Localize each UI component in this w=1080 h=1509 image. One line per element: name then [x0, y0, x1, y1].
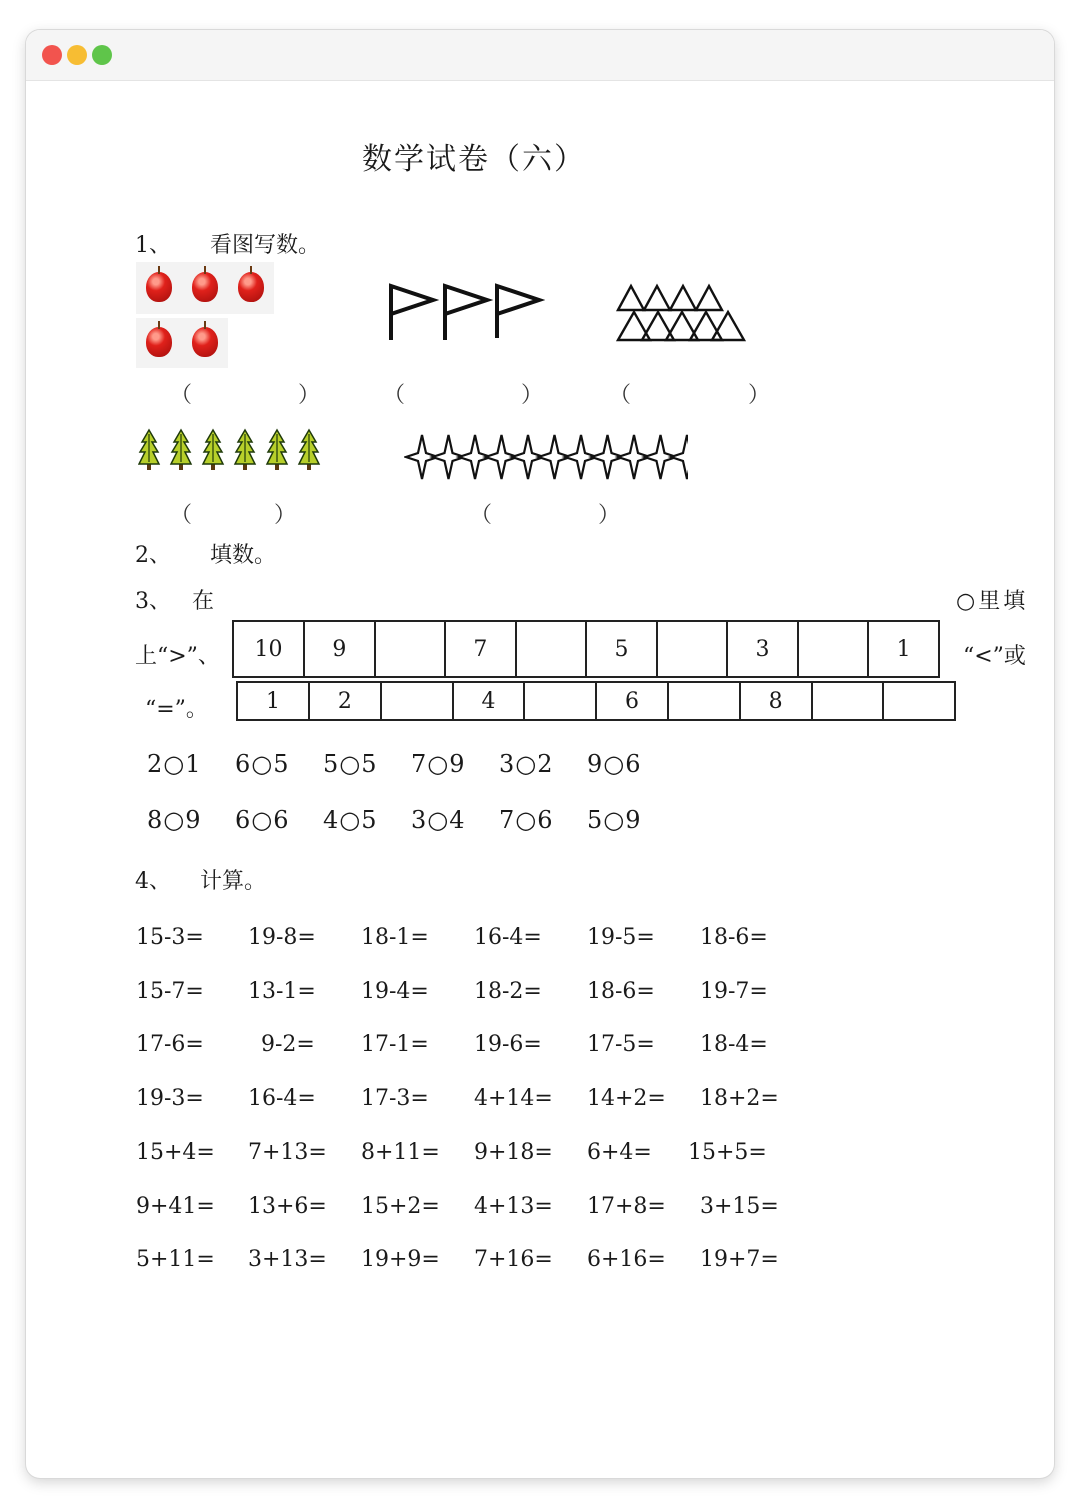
- calc-problem[interactable]: 4+13=: [474, 1194, 553, 1219]
- comparison-item[interactable]: 9○6: [587, 750, 642, 778]
- q3-number: 3、: [135, 589, 171, 614]
- sequence-cell[interactable]: 4: [453, 682, 525, 720]
- star-icon: [671, 435, 688, 479]
- sequence-cell[interactable]: 8: [740, 682, 812, 720]
- calc-problem[interactable]: 6+4=: [587, 1140, 652, 1165]
- sequence-cell[interactable]: 10: [233, 621, 304, 677]
- answer-paren-right: ）: [748, 383, 771, 408]
- maximize-window-button[interactable]: [92, 45, 112, 65]
- tree-icon: [171, 430, 191, 470]
- triangle-icon: [644, 286, 670, 310]
- sequence-cell[interactable]: [798, 621, 868, 677]
- calc-problem[interactable]: 6+16=: [587, 1247, 666, 1272]
- stars-picture: [404, 432, 688, 482]
- calc-problem[interactable]: 19-8=: [248, 925, 316, 950]
- calc-problem[interactable]: 18-2=: [474, 979, 542, 1004]
- calc-problem[interactable]: 4+14=: [474, 1086, 553, 1111]
- answer-paren-right: ）: [521, 383, 544, 408]
- calc-problem[interactable]: 19-3=: [136, 1086, 204, 1111]
- answer-paren-left: （: [170, 503, 193, 528]
- q3-text-greater: 上“>”、: [135, 644, 220, 669]
- calc-problem[interactable]: 15+5=: [688, 1140, 767, 1165]
- triangle-icon: [696, 286, 722, 310]
- sequence-cell[interactable]: [524, 682, 596, 720]
- sequence-table-descending: [232, 620, 940, 678]
- calc-problem[interactable]: 19+9=: [361, 1247, 440, 1272]
- window-titlebar: [26, 30, 1054, 81]
- calc-problem[interactable]: 18-1=: [361, 925, 429, 950]
- q3-text-zai: 在: [192, 589, 215, 614]
- sequence-cell[interactable]: 9: [304, 621, 375, 677]
- calc-problem[interactable]: 19-7=: [700, 979, 768, 1004]
- calc-problem[interactable]: 16-4=: [474, 925, 542, 950]
- calc-problem[interactable]: 19-6=: [474, 1032, 542, 1057]
- sequence-cell[interactable]: 3: [727, 621, 798, 677]
- answer-paren-left: （: [609, 383, 632, 408]
- calc-problem[interactable]: 13-1=: [248, 979, 316, 1004]
- calc-problem[interactable]: 19-5=: [587, 925, 655, 950]
- comparison-item[interactable]: 5○5: [323, 750, 378, 778]
- q1-instruction: 看图写数。: [210, 233, 321, 258]
- tree-icon: [267, 430, 287, 470]
- calc-problem[interactable]: 15+2=: [361, 1194, 440, 1219]
- calc-problem[interactable]: 13+6=: [248, 1194, 327, 1219]
- calc-problem[interactable]: 19+7=: [700, 1247, 779, 1272]
- triangles-picture: [614, 282, 748, 344]
- triangle-icon: [618, 286, 644, 310]
- q4-instruction: 计算。: [200, 869, 267, 894]
- q2-instruction: 填数。: [210, 543, 277, 568]
- tree-icon: [299, 430, 319, 470]
- sequence-table-ascending: [236, 681, 956, 721]
- tree-icon: [235, 430, 255, 470]
- calc-problem[interactable]: 15-3=: [136, 925, 204, 950]
- calc-problem[interactable]: 9-2=: [261, 1032, 315, 1057]
- flags-picture: [385, 280, 545, 344]
- sequence-cell[interactable]: [657, 621, 727, 677]
- sequence-cell[interactable]: [375, 621, 445, 677]
- q2-number: 2、: [135, 543, 171, 568]
- calc-problem[interactable]: 7+16=: [474, 1247, 553, 1272]
- sequence-cell[interactable]: [381, 682, 453, 720]
- calc-problem[interactable]: 18-6=: [700, 925, 768, 950]
- calc-problem[interactable]: 17-1=: [361, 1032, 429, 1057]
- sequence-cell[interactable]: [516, 621, 586, 677]
- q3-text-less: “<”或: [963, 644, 1026, 669]
- comparison-item[interactable]: 4○5: [323, 806, 378, 834]
- tree-icon: [203, 430, 223, 470]
- calc-problem[interactable]: 3+13=: [248, 1247, 327, 1272]
- comparison-item[interactable]: 3○4: [411, 806, 466, 834]
- calc-problem[interactable]: 17+8=: [587, 1194, 666, 1219]
- calc-problem[interactable]: 7+13=: [248, 1140, 327, 1165]
- apple-icon: [146, 272, 172, 302]
- answer-paren-right: ）: [298, 383, 321, 408]
- calc-problem[interactable]: 15-7=: [136, 979, 204, 1004]
- calc-problem[interactable]: 18-6=: [587, 979, 655, 1004]
- calc-problem[interactable]: 19-4=: [361, 979, 429, 1004]
- triangle-icon: [712, 312, 744, 340]
- sequence-cell[interactable]: [883, 682, 955, 720]
- comparison-item[interactable]: 5○9: [587, 806, 642, 834]
- answer-paren-left: （: [170, 383, 193, 408]
- minimize-window-button[interactable]: [67, 45, 87, 65]
- sequence-cell[interactable]: 6: [596, 682, 668, 720]
- sequence-cell[interactable]: 2: [309, 682, 381, 720]
- close-window-button[interactable]: [42, 45, 62, 65]
- q3-text-equal: “=”。: [145, 697, 208, 722]
- calc-problem[interactable]: 16-4=: [248, 1086, 316, 1111]
- trees-picture: [138, 428, 324, 472]
- answer-paren-right: ）: [274, 503, 297, 528]
- calc-problem[interactable]: 17-6=: [136, 1032, 204, 1057]
- calc-problem[interactable]: 9+18=: [474, 1140, 553, 1165]
- calc-problem[interactable]: 3+15=: [700, 1194, 779, 1219]
- calc-problem[interactable]: 18+2=: [700, 1086, 779, 1111]
- sequence-cell[interactable]: 5: [586, 621, 657, 677]
- apple-icon: [238, 272, 264, 302]
- apple-icon: [146, 327, 172, 357]
- tree-icon: [139, 430, 159, 470]
- answer-paren-left: （: [383, 383, 406, 408]
- calc-problem[interactable]: 18-4=: [700, 1032, 768, 1057]
- answer-paren-left: （: [470, 503, 493, 528]
- sequence-cell[interactable]: 1: [868, 621, 939, 677]
- calc-problem[interactable]: 9+41=: [136, 1194, 215, 1219]
- triangle-icon: [670, 286, 696, 310]
- q4-number: 4、: [135, 869, 171, 894]
- calc-problem[interactable]: 8+11=: [361, 1140, 440, 1165]
- page-title: 数学试卷（六）: [362, 142, 586, 177]
- calc-problem[interactable]: 5+11=: [136, 1247, 215, 1272]
- calc-problem[interactable]: 14+2=: [587, 1086, 666, 1111]
- comparison-item[interactable]: 8○9: [147, 806, 202, 834]
- answer-paren-right: ）: [598, 503, 621, 528]
- sequence-cell[interactable]: 7: [445, 621, 516, 677]
- flag-icon: [497, 286, 539, 338]
- comparison-item[interactable]: 7○9: [411, 750, 466, 778]
- comparison-item[interactable]: 3○2: [499, 750, 554, 778]
- q3-text-circle: ○里填: [956, 589, 1029, 614]
- flag-icon: [391, 286, 433, 340]
- calc-problem[interactable]: 17-3=: [361, 1086, 429, 1111]
- flag-icon: [445, 286, 487, 340]
- sequence-cell[interactable]: [668, 682, 740, 720]
- calc-problem[interactable]: 17-5=: [587, 1032, 655, 1057]
- calc-problem[interactable]: 15+4=: [136, 1140, 215, 1165]
- apple-icon: [192, 327, 218, 357]
- sequence-cell[interactable]: [812, 682, 884, 720]
- comparison-item[interactable]: 7○6: [499, 806, 554, 834]
- comparison-item[interactable]: 2○1: [147, 750, 202, 778]
- comparison-item[interactable]: 6○5: [235, 750, 290, 778]
- comparison-item[interactable]: 6○6: [235, 806, 290, 834]
- sequence-cell[interactable]: 1: [237, 682, 309, 720]
- q1-number: 1、: [135, 233, 171, 258]
- apple-icon: [192, 272, 218, 302]
